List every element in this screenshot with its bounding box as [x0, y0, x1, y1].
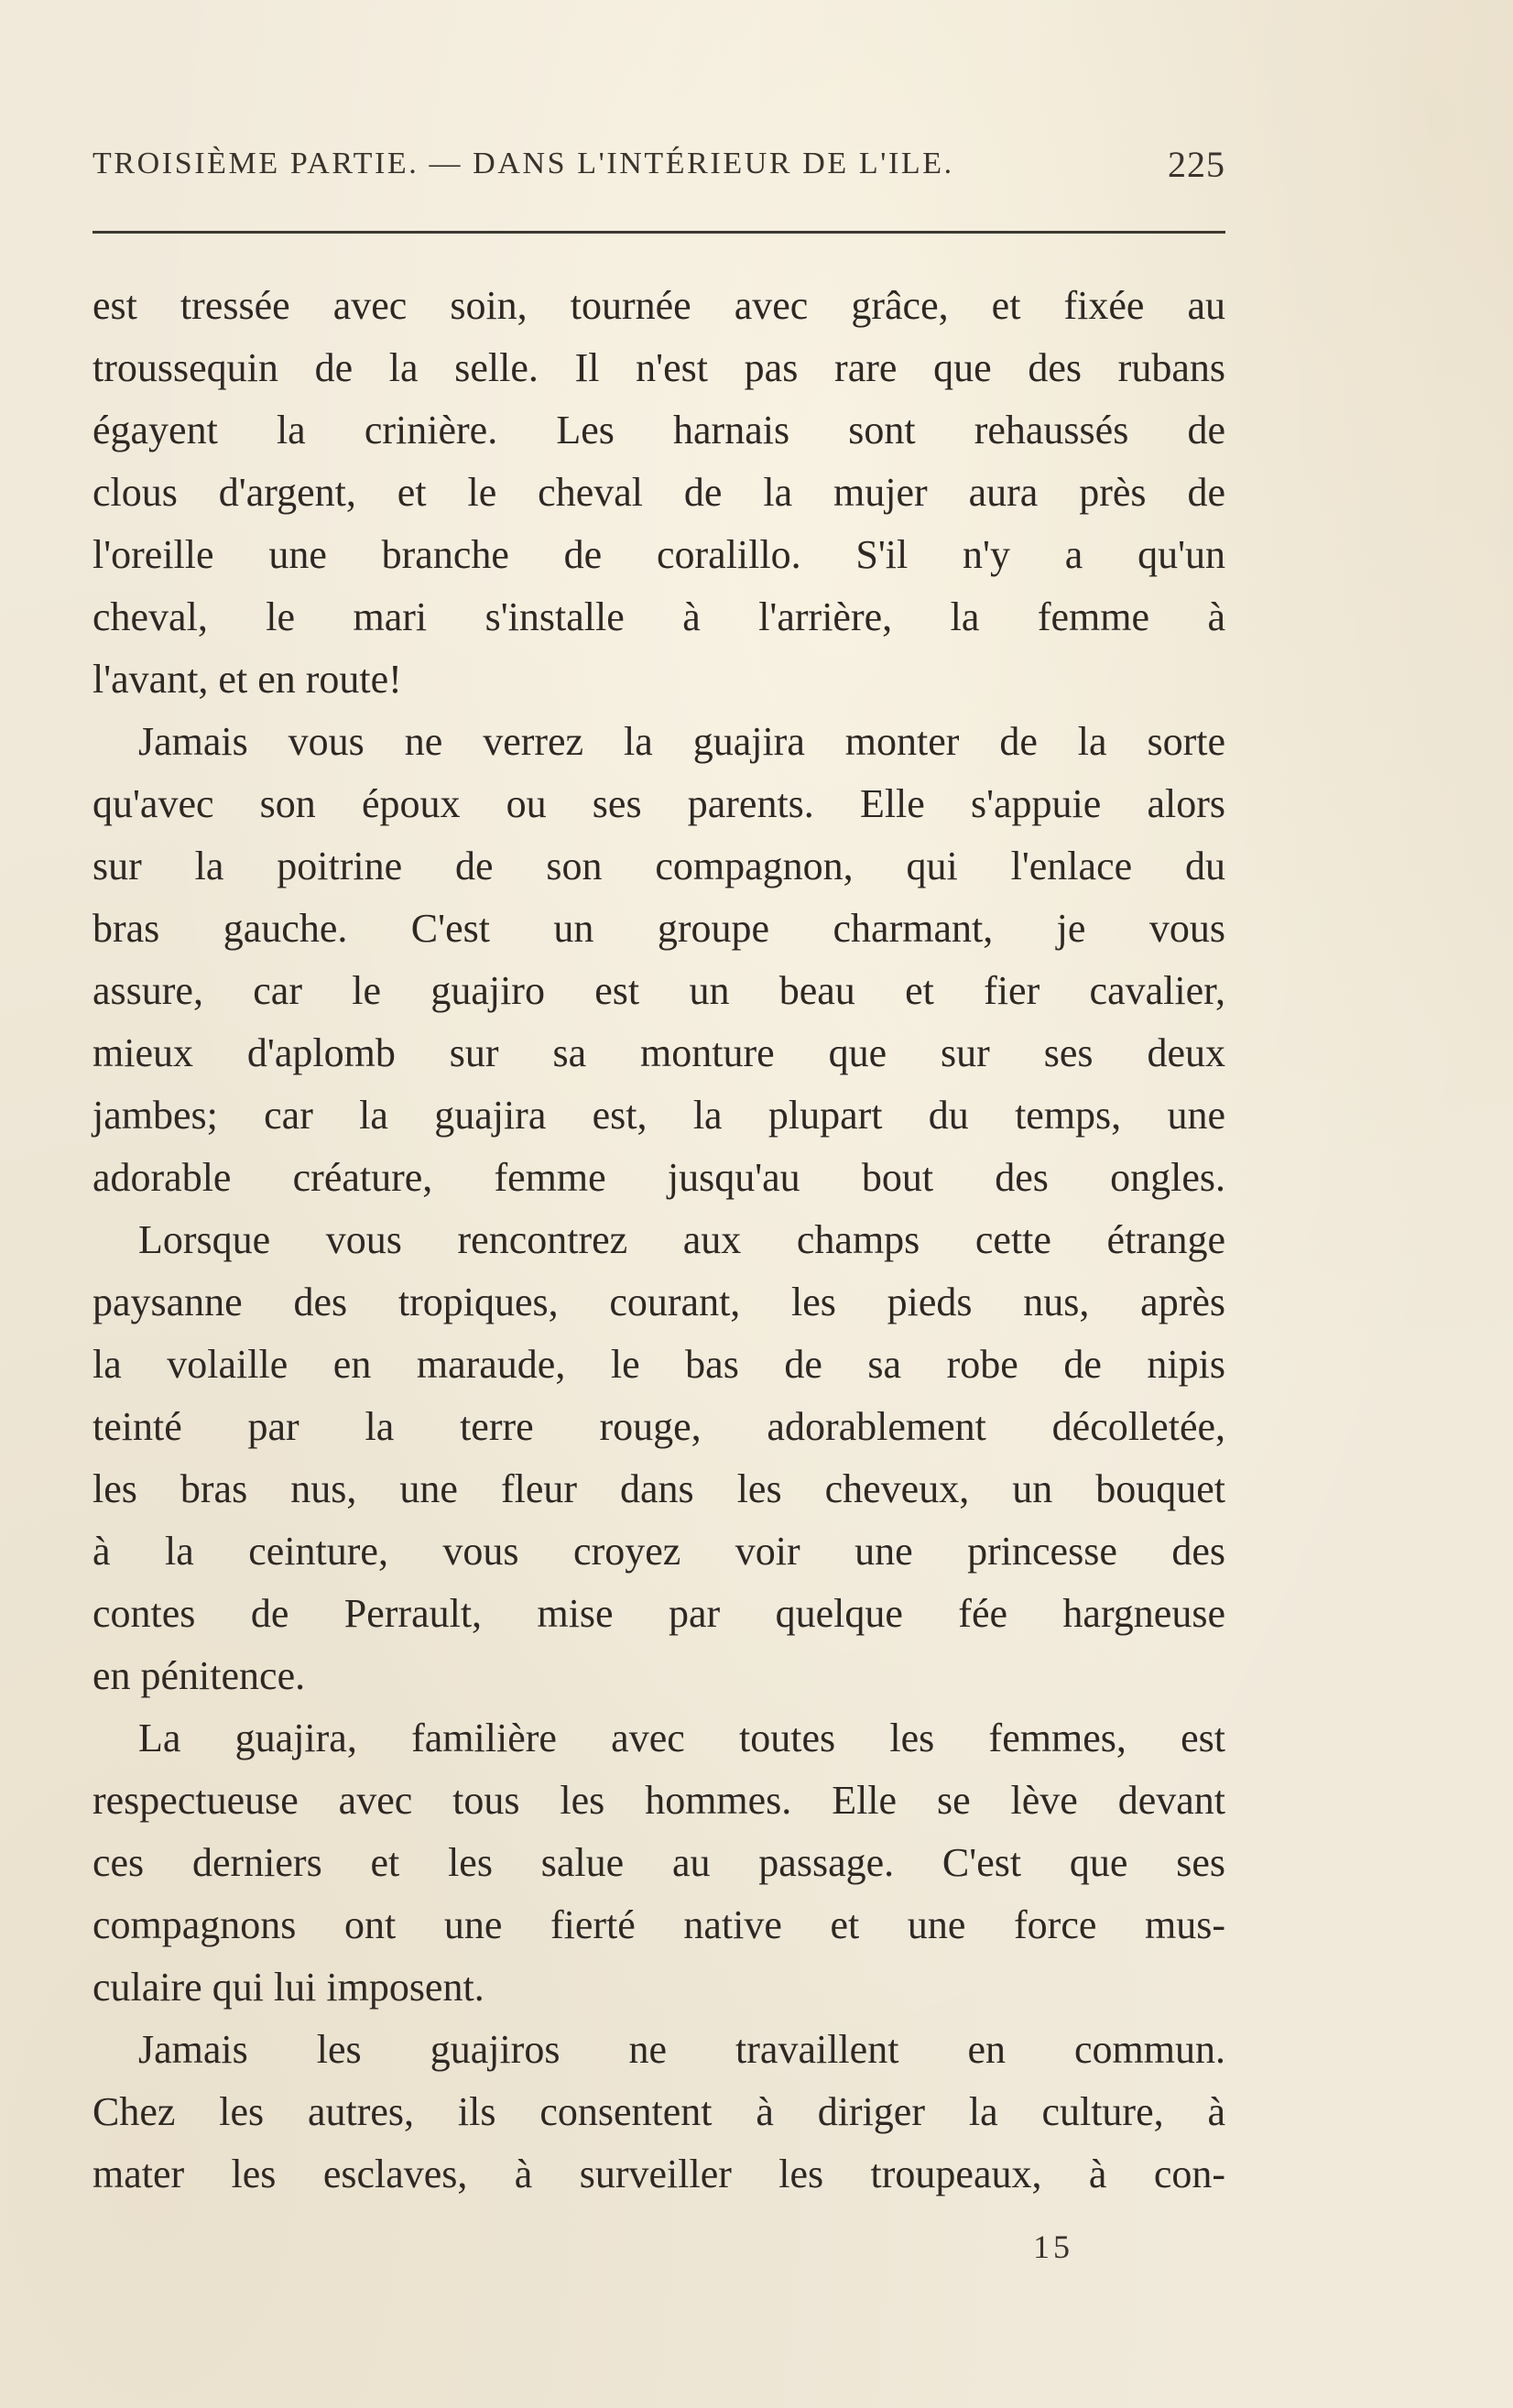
text-line: qu'avec son époux ou ses parents. Elle s'appuie alors — [93, 781, 1225, 826]
running-head — [93, 144, 1225, 202]
text-line: jambes; car la guajira est, la plupart du temps, une — [93, 1093, 1225, 1138]
text-line: culaire qui lui imposent. — [93, 1965, 484, 2010]
text-line: la volaille en maraude, le bas de sa robe de nipis — [93, 1342, 1225, 1387]
running-title: TROISIÈME PARTIE. — DANS L'INTÉRIEUR DE L'ILE. — [93, 147, 954, 180]
text-line: sur la poitrine de son compagnon, qui l'enlace du — [93, 844, 1225, 888]
text-line: les bras nus, une fleur dans les cheveux, un bouquet — [93, 1466, 1225, 1511]
text-line: paysanne des tropiques, courant, les pieds nus, après — [93, 1280, 1225, 1324]
text-line: respectueuse avec tous les hommes. Elle se lève devant — [93, 1778, 1225, 1823]
text-line: l'oreille une branche de coralillo. S'il n'y a qu'un — [93, 532, 1225, 577]
header-rule — [93, 231, 1225, 234]
text-line: compagnons ont une fierté native et une force mus- — [93, 1902, 1225, 1947]
text-line: La guajira, familière avec toutes les femmes, est — [138, 1716, 1225, 1760]
text-line: assure, car le guajiro est un beau et fier cavalier, — [93, 968, 1225, 1013]
text-line: adorable créature, femme jusqu'au bout des ongles. — [93, 1155, 1225, 1200]
signature-mark: 15 — [1033, 2228, 1073, 2265]
text-line: Jamais les guajiros ne travaillent en commun. — [138, 2027, 1225, 2072]
text-line: égayent la crinière. Les harnais sont rehaussés de — [93, 408, 1225, 452]
text-line: Chez les autres, ils consentent à diriger la culture, à — [93, 2089, 1225, 2134]
text-line: troussequin de la selle. Il n'est pas rare que des rubans — [93, 345, 1225, 390]
text-line: clous d'argent, et le cheval de la mujer aura près de — [93, 470, 1225, 515]
text-line: en pénitence. — [93, 1653, 306, 1698]
text-line: l'avant, et en route! — [93, 657, 402, 702]
text-line: à la ceinture, vous croyez voir une princesse des — [93, 1529, 1225, 1574]
text-line: cheval, le mari s'installe à l'arrière, la femme à — [93, 594, 1225, 639]
text-line: Jamais vous ne verrez la guajira monter de la sorte — [138, 719, 1225, 764]
text-line: bras gauche. C'est un groupe charmant, je vous — [93, 906, 1225, 951]
text-line: est tressée avec soin, tournée avec grâce, et fixée au — [93, 283, 1225, 328]
text-line: ces derniers et les salue au passage. C'est que ses — [93, 1840, 1225, 1885]
text-line: contes de Perrault, mise par quelque fée hargneuse — [93, 1591, 1225, 1636]
text-line: mater les esclaves, à surveiller les troupeaux, à con- — [93, 2152, 1225, 2196]
page-number: 225 — [1168, 144, 1225, 185]
text-line: teinté par la terre rouge, adorablement décolletée, — [93, 1404, 1225, 1449]
text-line: mieux d'aplomb sur sa monture que sur ses deux — [93, 1030, 1225, 1075]
body-text — [93, 275, 1225, 2206]
text-line: Lorsque vous rencontrez aux champs cette étrange — [138, 1217, 1225, 1262]
